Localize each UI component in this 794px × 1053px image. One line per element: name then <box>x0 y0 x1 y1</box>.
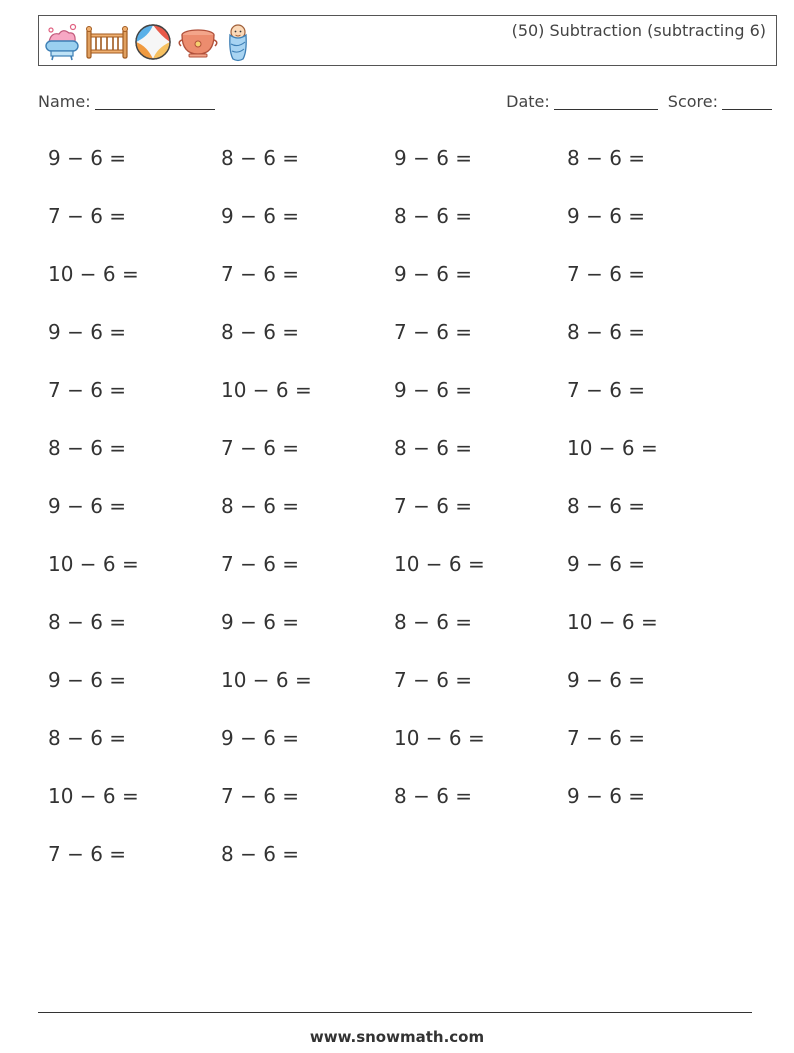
problem-item: 8 − 6 = <box>394 436 473 460</box>
problem-item: 10 − 6 = <box>221 378 312 402</box>
problem-item: 8 − 6 = <box>221 494 300 518</box>
crib-icon <box>85 22 129 62</box>
problem-item: 7 − 6 = <box>394 320 473 344</box>
problem-item: 8 − 6 = <box>394 610 473 634</box>
problem-item: 9 − 6 = <box>221 726 300 750</box>
problem-item: 9 − 6 = <box>221 610 300 634</box>
name-label: Name: <box>38 92 91 111</box>
date-score-fields <box>506 92 772 111</box>
score-label: Score: <box>667 92 718 111</box>
problem-item: 8 − 6 = <box>221 146 300 170</box>
problem-item: 9 − 6 = <box>567 552 646 576</box>
problem-item: 8 − 6 = <box>567 146 646 170</box>
problem-item: 10 − 6 = <box>567 436 658 460</box>
problem-item: 9 − 6 = <box>221 204 300 228</box>
student-info-row <box>38 92 772 116</box>
problem-item: 9 − 6 = <box>567 668 646 692</box>
problem-item: 8 − 6 = <box>567 320 646 344</box>
name-field <box>38 92 215 111</box>
problem-item: 7 − 6 = <box>394 668 473 692</box>
footer-website: www.snowmath.com <box>309 1028 485 1046</box>
problem-item: 10 − 6 = <box>567 610 658 634</box>
problem-item: 7 − 6 = <box>567 262 646 286</box>
problem-item: 8 − 6 = <box>394 204 473 228</box>
problem-item: 8 − 6 = <box>394 784 473 808</box>
problem-item: 8 − 6 = <box>48 436 127 460</box>
problem-item: 9 − 6 = <box>394 378 473 402</box>
worksheet-header <box>38 15 777 66</box>
problem-item: 8 − 6 = <box>48 726 127 750</box>
problem-item: 7 − 6 = <box>567 726 646 750</box>
problem-item: 10 − 6 = <box>48 262 139 286</box>
problem-item: 9 − 6 = <box>48 320 127 344</box>
worksheet-title: (50) Subtraction (subtracting 6) <box>511 21 766 40</box>
problem-item: 8 − 6 = <box>221 842 300 866</box>
problem-item: 7 − 6 = <box>221 784 300 808</box>
problem-item: 10 − 6 = <box>394 552 485 576</box>
problem-item: 7 − 6 = <box>221 552 300 576</box>
date-blank <box>554 93 658 110</box>
score-blank <box>722 93 772 110</box>
bathtub-icon <box>43 22 81 62</box>
problem-item: 9 − 6 = <box>394 146 473 170</box>
problem-item: 8 − 6 = <box>221 320 300 344</box>
problem-item: 7 − 6 = <box>48 378 127 402</box>
beach-ball-icon <box>133 22 173 62</box>
problem-item: 9 − 6 = <box>567 784 646 808</box>
problem-item: 7 − 6 = <box>394 494 473 518</box>
name-blank <box>95 93 215 110</box>
problem-item: 8 − 6 = <box>567 494 646 518</box>
problem-item: 7 − 6 = <box>567 378 646 402</box>
header-icons <box>43 20 253 64</box>
problem-item: 10 − 6 = <box>48 552 139 576</box>
problem-item: 7 − 6 = <box>48 204 127 228</box>
potty-icon <box>177 22 219 62</box>
problem-item: 9 − 6 = <box>567 204 646 228</box>
problem-item: 8 − 6 = <box>48 610 127 634</box>
problem-item: 10 − 6 = <box>221 668 312 692</box>
problem-item: 7 − 6 = <box>221 436 300 460</box>
date-label: Date: <box>506 92 550 111</box>
problem-item: 10 − 6 = <box>48 784 139 808</box>
problem-item: 9 − 6 = <box>48 146 127 170</box>
swaddled-baby-icon <box>223 22 253 62</box>
problem-item: 10 − 6 = <box>394 726 485 750</box>
problem-item: 9 − 6 = <box>394 262 473 286</box>
footer-divider <box>38 1012 752 1013</box>
problem-item: 7 − 6 = <box>48 842 127 866</box>
problem-item: 7 − 6 = <box>221 262 300 286</box>
problem-item: 9 − 6 = <box>48 668 127 692</box>
problem-item: 9 − 6 = <box>48 494 127 518</box>
